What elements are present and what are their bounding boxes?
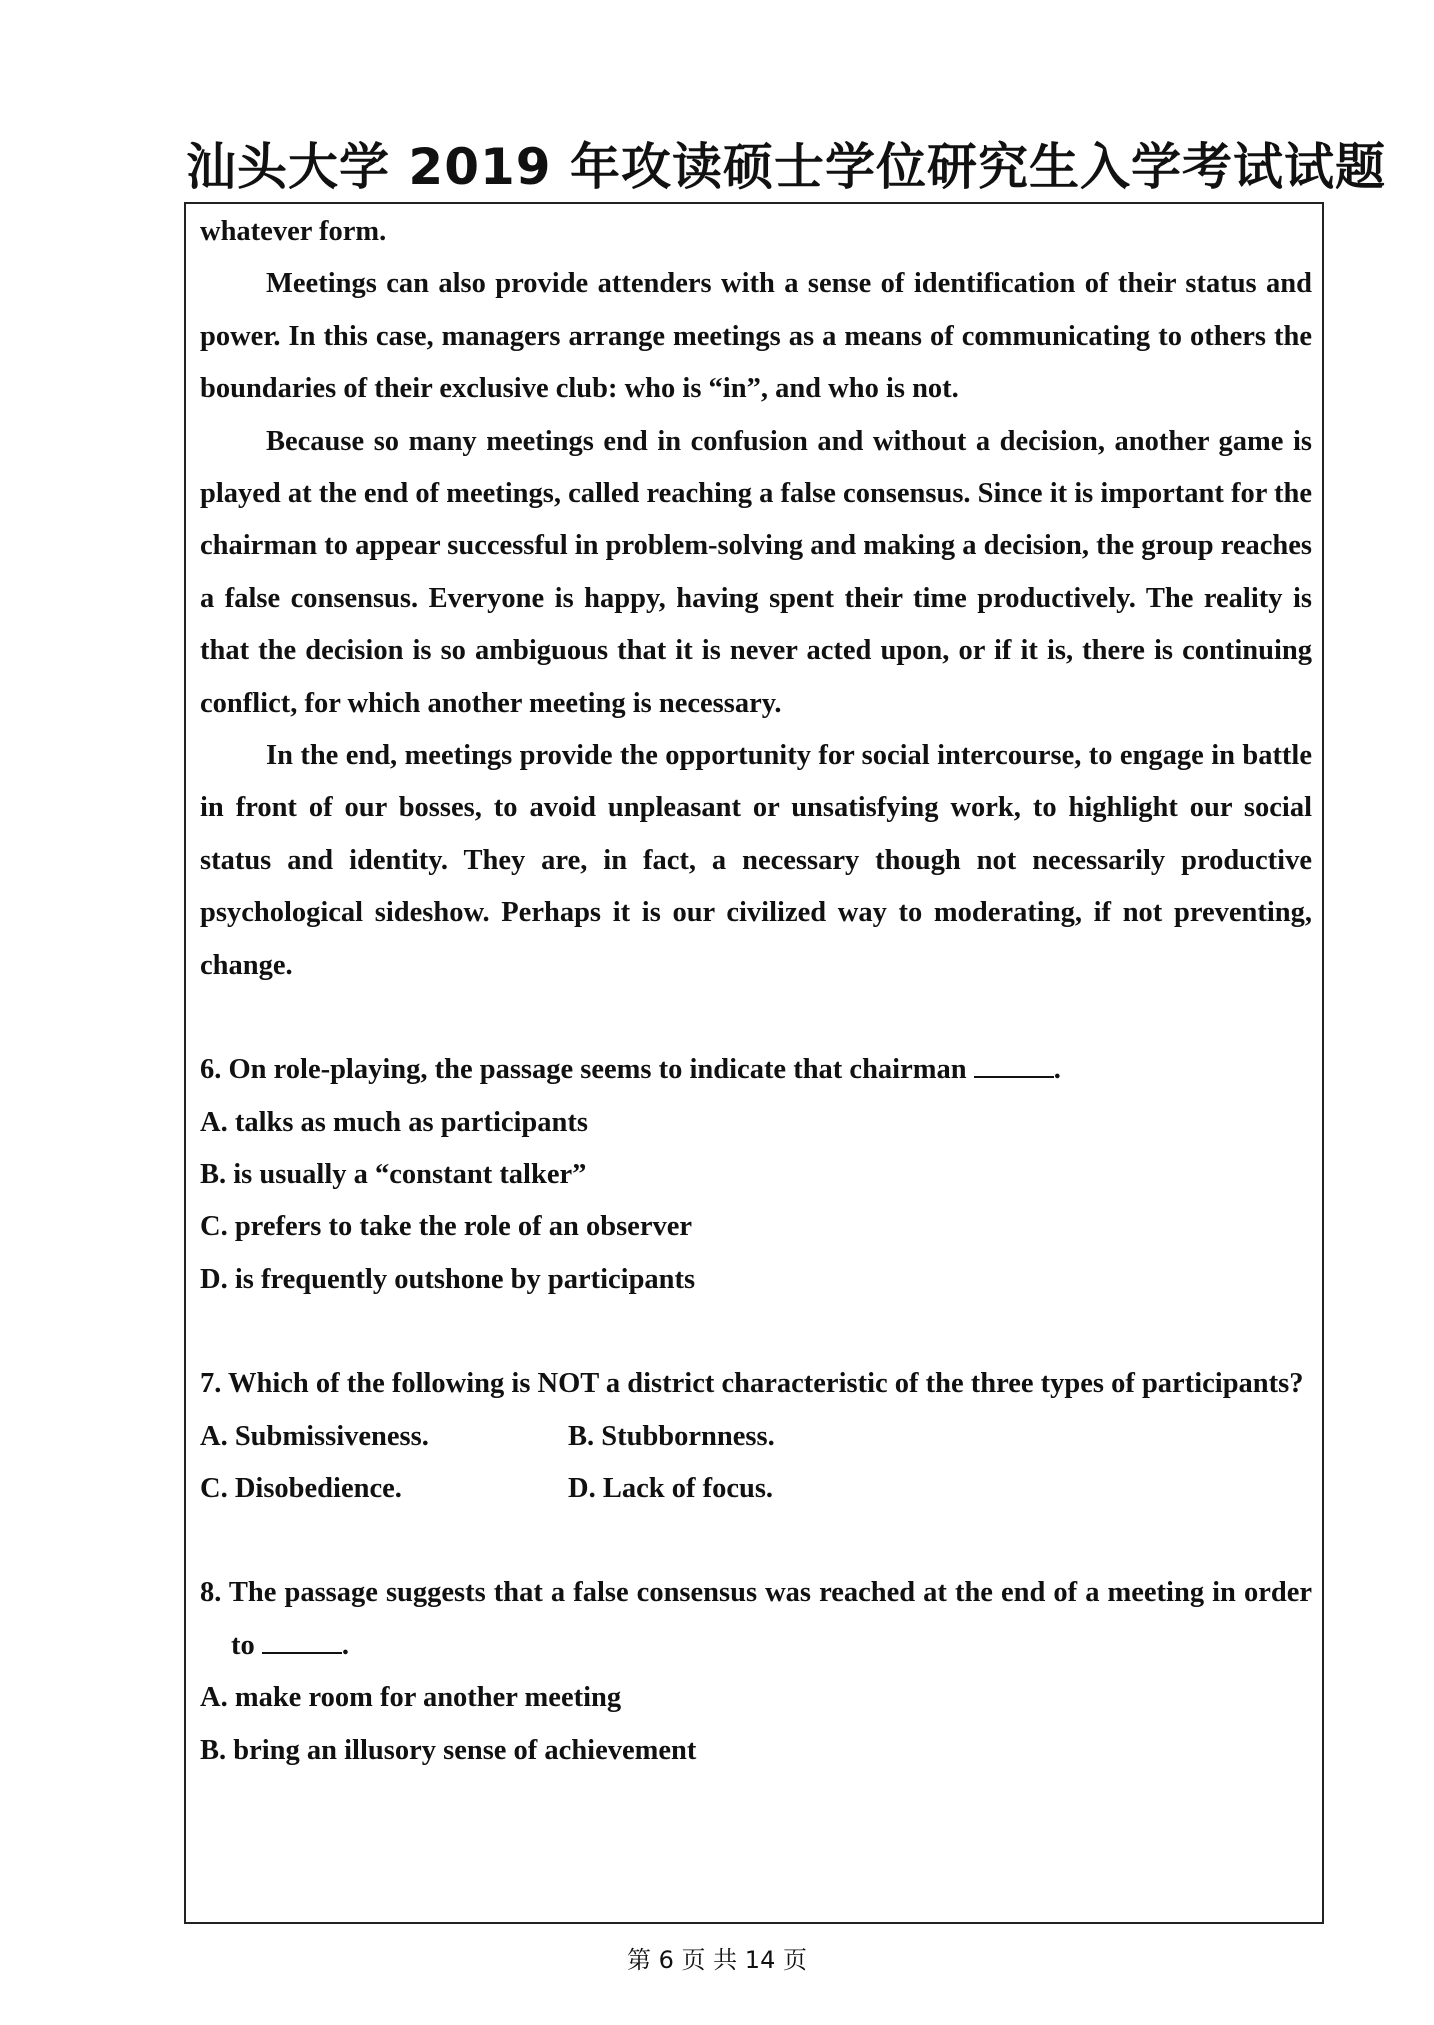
question-7-options-row-2 bbox=[200, 1463, 1312, 1515]
exam-title: 汕头大学 2019 年攻读硕士学位研究生入学考试试题 bbox=[186, 138, 1386, 196]
passage-paragraph-2: Because so many meetings end in confusion and without a decision, another game is played at the end of meetings, called reaching a false consensus. Since it is important for the chairman to appear successful in problem-solving and making a decision, the group reaches a false consensus. Everyone is happy, having spent their time productively. The reality is that the decision is so ambiguous that it is never acted upon, or if it is, there is continuing conflict, for which another meeting is necessary. bbox=[200, 425, 1312, 719]
question-7-options-row-1 bbox=[200, 1411, 1312, 1463]
question-8-option-a: A. make room for another meeting bbox=[200, 1682, 622, 1714]
question-7-option-b: B. Stubbornness. bbox=[568, 1420, 775, 1452]
page-number: 第 6 页 共 14 页 bbox=[627, 1946, 807, 1974]
question-8-stem-text: 8. The passage suggests that a false consensus was reached at the end of a meeting in order to bbox=[200, 1577, 1312, 1661]
passage-paragraph-3: In the end, meetings provide the opportunity for social intercourse, to engage in battle in front of our bosses, to avoid unpleasant or unsatisfying work, to highlight our social status and identity. They are, in fact, a necessary though not necessarily productive psychological sideshow. Perhaps it is our civilized way to moderating, if not preventing, change. bbox=[200, 740, 1312, 981]
question-6 bbox=[200, 1044, 1312, 1306]
question-6-option-b: B. is usually a “constant talker” bbox=[200, 1158, 587, 1190]
question-8-stem-end: . bbox=[341, 1629, 349, 1661]
question-7 bbox=[200, 1358, 1312, 1515]
spacer bbox=[200, 1515, 1312, 1567]
question-6-stem bbox=[200, 1044, 1312, 1096]
spacer bbox=[200, 1306, 1312, 1358]
question-8-option-b: B. bring an illusory sense of achievement bbox=[200, 1734, 697, 1766]
answer-blank bbox=[974, 1054, 1054, 1078]
question-6-option-a: A. talks as much as participants bbox=[200, 1106, 588, 1138]
reading-passage bbox=[200, 206, 1312, 992]
passage-paragraph-0: whatever form. bbox=[200, 216, 387, 247]
question-7-option-a: A. Submissiveness. bbox=[200, 1420, 429, 1452]
answer-blank bbox=[262, 1630, 342, 1654]
question-6-stem-end: . bbox=[1053, 1054, 1061, 1086]
spacer bbox=[200, 992, 1312, 1044]
question-6-stem-text: 6. On role-playing, the passage seems to indicate that chairman bbox=[200, 1054, 967, 1086]
passage-paragraph-1: Meetings can also provide attenders with a sense of identification of their status and power. In this case, managers arrange meetings as a means of communicating to others the boundaries of their exclusive club: who is “in”, and who is not. bbox=[200, 268, 1312, 405]
question-7-option-c: C. Disobedience. bbox=[200, 1472, 402, 1504]
question-6-option-c: C. prefers to take the role of an observer bbox=[200, 1211, 693, 1243]
question-8 bbox=[200, 1567, 1312, 1777]
question-8-stem bbox=[200, 1567, 1312, 1672]
question-7-option-d: D. Lack of focus. bbox=[568, 1472, 774, 1504]
question-7-stem: 7. Which of the following is NOT a district characteristic of the three types of participants? bbox=[200, 1368, 1304, 1400]
question-6-option-d: D. is frequently outshone by participants bbox=[200, 1263, 696, 1295]
exam-content bbox=[200, 206, 1312, 1777]
